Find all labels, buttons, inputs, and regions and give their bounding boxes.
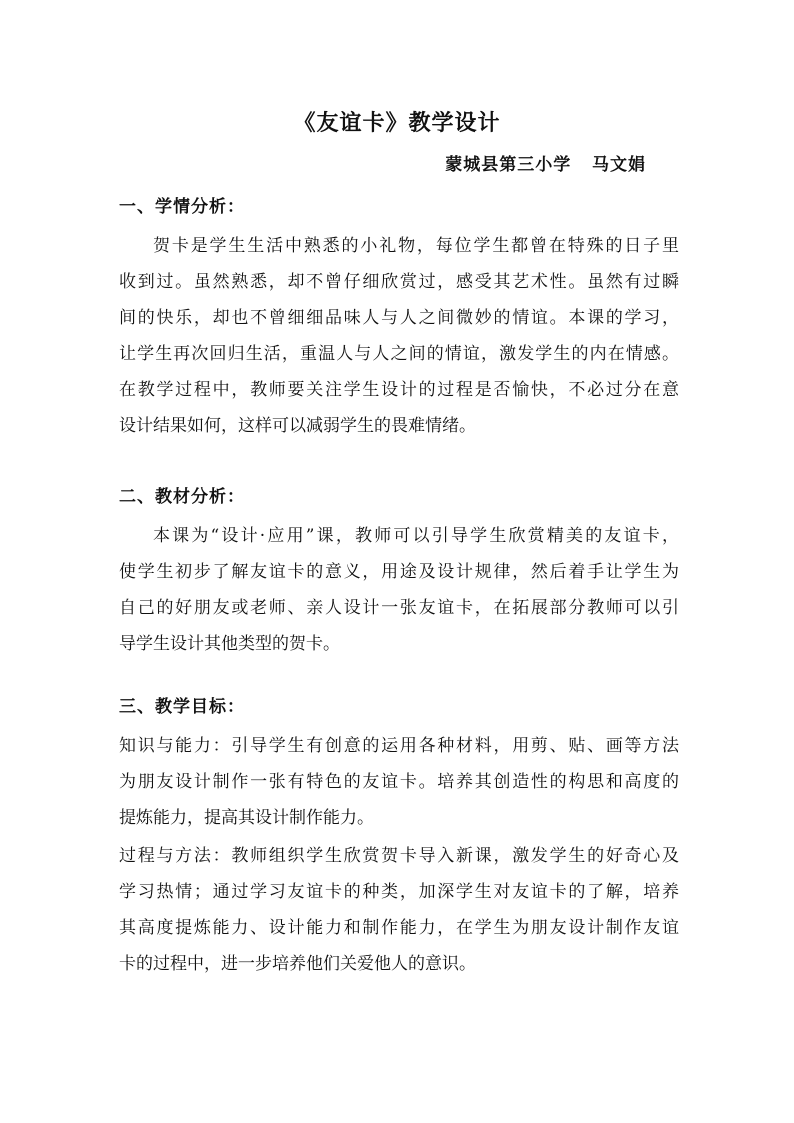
text-line: 设计结果如何，这样可以减弱学生的畏难情绪。 <box>119 416 476 436</box>
author-line: 蒙城县第三小学 马文娟 <box>445 155 646 175</box>
text-line: 其高度提炼能力、设计能力和制作能力，在学生为朋友设计制作友谊 <box>119 918 679 938</box>
text-line: 在教学过程中，教师要关注学生设计的过程是否愉快，不必过分在意 <box>119 380 679 400</box>
text-line: 使学生初步了解友谊卡的意义，用途及设计规律，然后着手让学生为 <box>119 562 679 582</box>
section-heading-teaching-objectives: 三、教学目标： <box>119 697 245 717</box>
text-line: 间的快乐，却也不曾细细品味人与人之间微妙的情谊。本课的学习， <box>119 308 679 328</box>
text-line: 贺卡是学生生活中熟悉的小礼物，每位学生都曾在特殊的日子里 <box>153 236 679 256</box>
text-line: 为朋友设计制作一张有特色的友谊卡。培养其创造性的构思和高度的 <box>119 772 679 792</box>
text-line: 本课为“设计·应用”课，教师可以引导学生欣赏精美的友谊卡， <box>153 526 679 546</box>
text-line: 自己的好朋友或老师、亲人设计一张友谊卡，在拓展部分教师可以引 <box>119 598 679 618</box>
text-line: 学习热情；通过学习友谊卡的种类，加深学生对友谊卡的了解，培养 <box>119 882 679 902</box>
objective-knowledge-ability <box>119 728 679 836</box>
section-body-material-analysis <box>119 518 679 662</box>
objective-process-method <box>119 838 679 982</box>
text-line: 让学生再次回归生活，重温人与人之间的情谊，激发学生的内在情感。 <box>119 344 679 364</box>
document-title: 《友谊卡》教学设计 <box>293 110 501 136</box>
text-line: 提炼能力，提高其设计制作能力。 <box>119 808 374 828</box>
text-line: 收到过。虽然熟悉，却不曾仔细欣赏过，感受其艺术性。虽然有过瞬 <box>119 272 679 292</box>
text-line: 导学生设计其他类型的贺卡。 <box>119 634 340 654</box>
text-line: 过程与方法：教师组织学生欣赏贺卡导入新课，激发学生的好奇心及 <box>119 846 679 866</box>
text-line: 卡的过程中，进一步培养他们关爱他人的意识。 <box>119 954 476 974</box>
section-heading-material-analysis: 二、教材分析： <box>119 487 245 507</box>
text-line: 知识与能力：引导学生有创意的运用各种材料，用剪、贴、画等方法 <box>119 736 679 756</box>
section-heading-learning-analysis: 一、学情分析： <box>119 197 245 217</box>
section-body-learning-analysis <box>119 228 679 444</box>
